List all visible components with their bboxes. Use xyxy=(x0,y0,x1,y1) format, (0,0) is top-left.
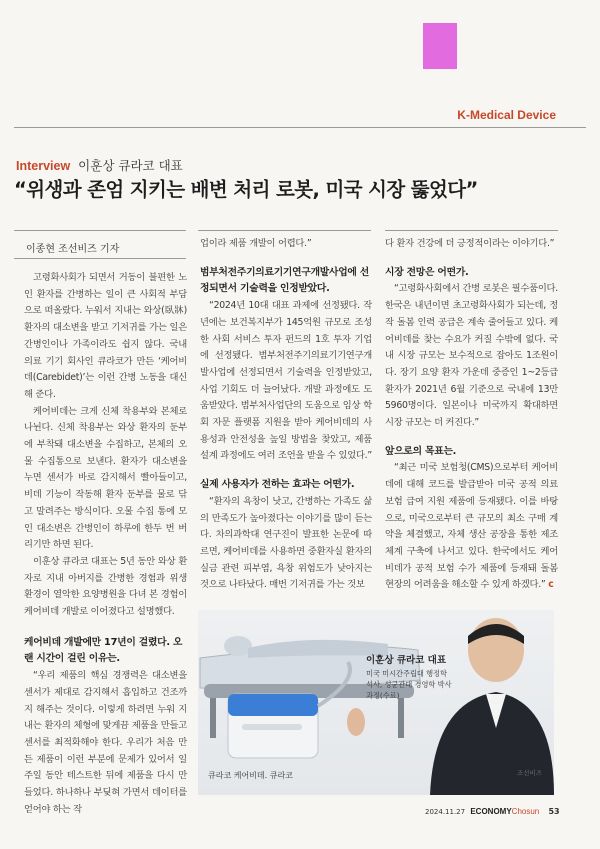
byline: 이종현 조선비즈 기자 xyxy=(26,244,120,255)
answer-paragraph: “환자의 욕창이 낫고, 간병하는 가족도 삶의 만족도가 높아졌다는 이야기를 많이 듣는다. 차의과학대 연구진이 발표한 논문에 따르면, 케어비데를 사용하면 중환자실 환자의 실금 관련 피부염, 욕창 위험도가 낮아지는 것으로 나타났다. 매번 기저귀를 가는 것보 xyxy=(200,495,372,591)
brand-economy: ECONOMY xyxy=(470,807,512,816)
question-heading: 실제 사용자가 전하는 효과는 어떤가. xyxy=(200,479,355,491)
answer-text: “최근 미국 보험청(CMS)으로부터 케어비데에 대해 코드를 발급받아 미국 공적 의료 보험 급여 지원 제품에 등재됐다. 이를 바탕으로, 미국으로부터 큰 규모의 최소 구매 계약을 체결했고, 자체 생산 공장을 통한 제조 체계 구축에 나서고 있다. 한국에서도 케어비데가 공적 보험 수가 제품에 등재돼 돌봄 현장의 어려움을 해소할 수 있게 하겠다.” xyxy=(385,462,558,591)
kicker xyxy=(16,156,183,174)
question-heading: 앞으로의 목표는. xyxy=(385,445,457,457)
answer-paragraph xyxy=(385,460,558,594)
answer-paragraph: “고령화사회에서 간병 로봇은 필수품이다. 한국은 내년이면 초고령화사회가 되는데, 정작 돌봄 인력 공급은 계속 줄어들고 있다. 케어비데를 찾는 수요가 커질 수밖에 없다. 국내 시장 규모는 보수적으로 잡아도 1조원이다. 장기 요양 환자 가운데 중증인 1~2등급 환자가 2021년 6월 기준으로 국내에 13만 5960명이다. 일본이나 미국까지 확대하면 시장 규모는 더 커진다.” xyxy=(385,283,558,429)
sticky-note-marker xyxy=(423,23,457,69)
headline: “위생과 존엄 지키는 배변 처리 로봇, 미국 시장 뚫었다” xyxy=(14,178,478,201)
column-1 xyxy=(24,270,187,819)
answer-paragraph: “2024년 10대 대표 과제에 선정됐다. 작년에는 보건복지부가 145억원 규모로 조성한 사회 서비스 투자 펀드의 1호 투자 기업에 선정됐다. 범부처전주기의료기기연구개발사업에 선정되면서 기술력을 인정받았고, 사업 기회도 더 늘어났다. 개발 과정에도 도움받았다. 범부처사업단의 도움으로 임상 학회 자문 플랫폼 지원을 받아 케어비데의 사용성과 안전성을 높일 방법을 찾았고, 제품 설계 과정에도 여러 조언을 받을 수 있었다.” xyxy=(200,300,372,462)
person-name: 이훈상 큐라코 대표 xyxy=(366,655,447,666)
answer-paragraph: “우리 제품의 핵심 경쟁력은 대소변을 센서가 제대로 감지해서 흡입하고 건조까지 해주는 것이다. 이렇게 하려면 누워 지내는 환자의 체형에 맞게끔 제품을 만들고 센서를 최적화해야 한다. 우리가 처음 만든 제품이 이런 부분에 문제가 있어서 일주일 동안 테스트한 뒤에 제품을 다시 만들었다. 하나하나 부딪혀 가면서 데이터를 얻어야 하는 작 xyxy=(24,670,187,815)
magazine-brand xyxy=(470,807,539,816)
person-info: 미국 미시간주립대 행정학 석사, 성균관대 경영학 박사과정(수료) xyxy=(366,669,452,700)
brand-chosun: Chosun xyxy=(511,807,540,816)
interview-tag: Interview xyxy=(16,159,71,173)
section-divider xyxy=(14,127,586,128)
column2-top-rule xyxy=(198,230,371,231)
carebidet-device-illustration xyxy=(198,610,554,795)
paragraph-continued: 업이라 제품 개발이 어렵다.” xyxy=(200,238,312,249)
question-heading: 케어비데 개발에만 17년이 걸렸다. 오랜 시간이 걸린 이유는. xyxy=(24,636,183,665)
page-number: 53 xyxy=(548,807,560,816)
byline-bottom-rule xyxy=(14,258,186,259)
question-heading: 시장 전망은 어떤가. xyxy=(385,266,469,278)
column-3 xyxy=(385,236,558,594)
paragraph: 이훈상 큐라코 대표는 5년 동안 와상 환자로 지내 아버지를 간병한 경험과 위생 환경이 열악한 요양병원을 다녀 본 경험이 케어비데 개발로 이어졌다고 설명했다. xyxy=(24,555,187,618)
column-2 xyxy=(200,236,372,594)
photo-credit: 조선비즈 xyxy=(516,769,542,777)
photo-caption: 큐라코 케어비데. 큐라코 xyxy=(208,771,293,780)
byline-rule xyxy=(14,230,186,231)
photo-panel xyxy=(198,610,554,795)
section-label: K-Medical Device xyxy=(457,108,556,122)
question-heading: 범부처전주기의료기기연구개발사업에 선정되면서 기술력을 인정받았다. xyxy=(200,266,370,295)
column3-top-rule xyxy=(385,230,558,231)
end-mark: c xyxy=(548,579,554,591)
paragraph: 고령화사회가 되면서 거동이 불편한 노인 환자를 간병하는 일이 큰 사회적 부담으로 떠올랐다. 누워서 지내는 와상(臥牀) 환자의 대소변을 받고 기저귀를 가는 일은 간병인이나 가족이라도 쉽지 않다. 국내 의료 기기 회사인 큐라코가 만든 ‘케어비데(Carebidet)’는 이런 간병 노동을 대신해 준다. xyxy=(24,272,187,400)
paragraph: 케어비데는 크게 신체 착용부와 본체로 나뉜다. 신체 착용부는 와상 환자의 둔부에 부착돼 대소변을 수집하고, 본체의 오물 수집통으로 보낸다. 환자가 대소변을 누면 센서가 바로 감지해서 빨아들이고, 비데 기능이 작동해 환자 둔부를 물로 닦고 말려주는 방식이다. 오물 수집 통에 모인 대소변은 간병인이 하루에 한두 번 버리기만 하면 된다. xyxy=(24,405,187,551)
page-footer xyxy=(425,807,560,816)
issue-date: 2024.11.27 xyxy=(425,808,466,816)
paragraph-continued: 다 환자 건강에 더 긍정적이라는 이야기다.” xyxy=(385,238,555,249)
interviewee-label: 이훈상 큐라코 대표 xyxy=(78,158,183,173)
